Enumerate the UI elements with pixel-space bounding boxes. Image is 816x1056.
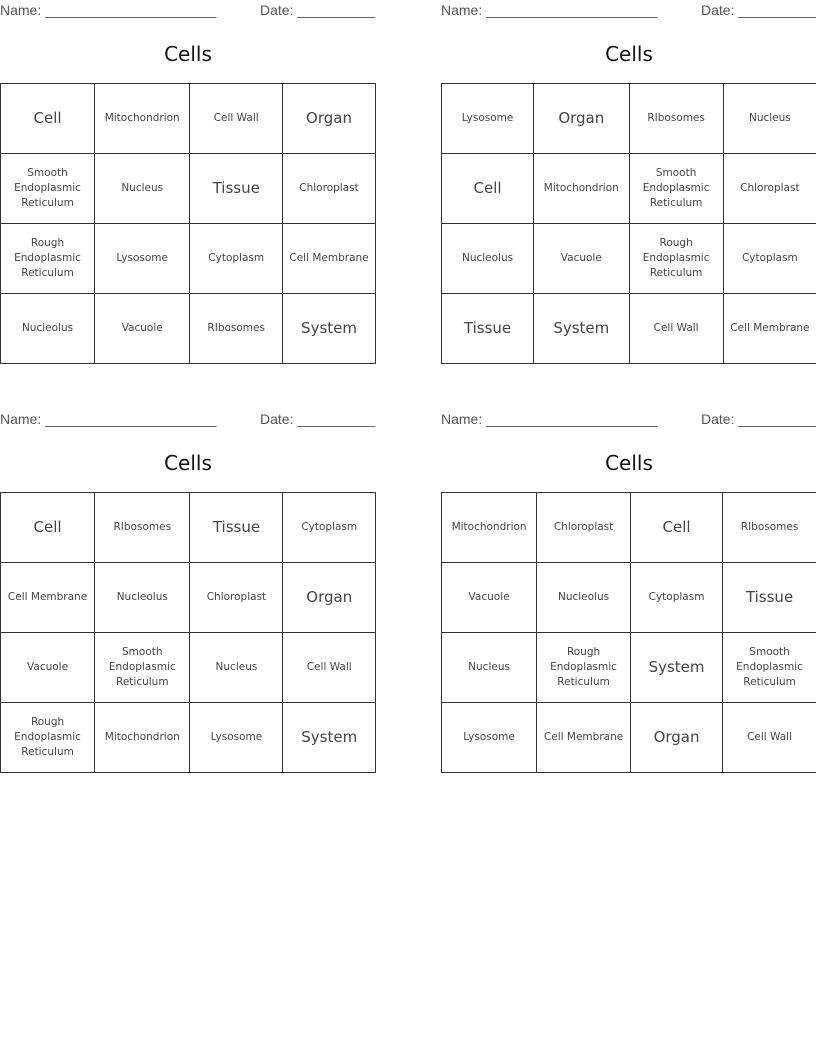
grid-cell[interactable]: Chloroplast [283,154,376,224]
grid-cell[interactable]: Cell [1,493,95,563]
grid-cell[interactable]: Tissue [190,493,283,563]
name-field[interactable]: Name: ______________________ [0,2,217,18]
grid-cell[interactable]: Rough Endoplasmic Reticulum [1,224,95,294]
grid-cell[interactable]: RIbosomes [95,493,190,563]
grid-cell[interactable]: Smooth Endoplasmic Reticulum [629,154,723,224]
grid-row [442,294,816,364]
grid-cell[interactable]: Tissue [442,294,534,364]
grid-cell[interactable]: Lysosome [442,84,534,154]
grid-row [1,493,376,563]
card-title: Cells [164,451,212,475]
grid-cell[interactable]: Cytoplasm [723,224,816,294]
card-header [441,2,816,20]
bingo-grid [0,83,376,364]
card-header [0,2,376,20]
grid-cell[interactable]: RIbosomes [190,294,283,364]
grid-row [1,633,376,703]
grid-row [1,294,376,364]
grid-cell[interactable]: Vacuole [534,224,629,294]
grid-cell[interactable]: Rough Endoplasmic Reticulum [1,703,95,773]
date-field[interactable]: Date: __________ [701,2,816,18]
grid-cell[interactable]: Organ [534,84,629,154]
date-field[interactable]: Date: __________ [701,411,816,427]
grid-cell[interactable]: Nucleus [95,154,190,224]
card-header [0,411,376,429]
grid-row [442,563,816,633]
grid-cell[interactable]: RIbosomes [723,493,816,563]
card-title: Cells [605,42,653,66]
bingo-card-2 [441,0,816,380]
grid-cell[interactable]: Lysosome [442,703,537,773]
grid-cell[interactable]: Rough Endoplasmic Reticulum [537,633,631,703]
grid-row [1,703,376,773]
grid-row [442,633,816,703]
grid-row [1,154,376,224]
grid-cell[interactable]: Mitochondrion [442,493,537,563]
grid-cell[interactable]: Cell [442,154,534,224]
grid-cell[interactable]: Nucleolus [442,224,534,294]
grid-row [1,224,376,294]
grid-cell[interactable]: Cytoplasm [190,224,283,294]
bingo-card-1 [0,0,376,380]
grid-cell[interactable]: Vacuole [442,563,537,633]
card-title: Cells [164,42,212,66]
grid-cell[interactable]: Cell Membrane [537,703,631,773]
bingo-card-3 [0,409,376,789]
grid-row [442,493,816,563]
grid-cell[interactable]: Organ [283,563,376,633]
grid-cell[interactable]: Nucleolus [1,294,95,364]
bingo-grid [0,492,376,773]
grid-row [1,563,376,633]
grid-row [442,224,816,294]
grid-cell[interactable]: Cell Membrane [1,563,95,633]
grid-cell[interactable]: Chloroplast [723,154,816,224]
grid-cell[interactable]: Vacuole [95,294,190,364]
grid-cell[interactable]: Nucleolus [95,563,190,633]
card-title: Cells [605,451,653,475]
grid-cell[interactable]: Organ [283,84,376,154]
grid-cell[interactable]: Nucleolus [537,563,631,633]
grid-cell[interactable]: Smooth Endoplasmic Reticulum [95,633,190,703]
date-field[interactable]: Date: __________ [260,411,376,427]
grid-cell[interactable]: Cell Membrane [283,224,376,294]
grid-cell[interactable]: Vacuole [1,633,95,703]
grid-cell[interactable]: Lysosome [95,224,190,294]
bingo-grid [441,83,816,364]
grid-cell[interactable]: Cytoplasm [630,563,722,633]
grid-cell[interactable]: Nucleus [442,633,537,703]
grid-cell[interactable]: Smooth Endoplasmic Reticulum [723,633,816,703]
grid-cell[interactable]: Rough Endoplasmic Reticulum [629,224,723,294]
grid-cell[interactable]: Organ [630,703,722,773]
grid-cell[interactable]: Lysosome [190,703,283,773]
bingo-card-4 [441,409,816,789]
grid-row [442,703,816,773]
grid-cell[interactable]: Tissue [190,154,283,224]
grid-row [442,84,816,154]
grid-cell[interactable]: Chloroplast [537,493,631,563]
grid-row [442,154,816,224]
grid-cell[interactable]: Mitochondrion [95,703,190,773]
grid-cell[interactable]: Nucleus [190,633,283,703]
grid-cell[interactable]: RIbosomes [629,84,723,154]
grid-cell[interactable]: Mitochondrion [534,154,629,224]
grid-cell[interactable]: Cytoplasm [283,493,376,563]
grid-cell[interactable]: System [283,294,376,364]
grid-cell[interactable]: Smooth Endoplasmic Reticulum [1,154,95,224]
grid-cell[interactable]: Mitochondrion [95,84,190,154]
grid-cell[interactable]: Cell Wall [629,294,723,364]
name-field[interactable]: Name: ______________________ [441,411,658,427]
card-header [441,411,816,429]
grid-cell[interactable]: System [283,703,376,773]
bingo-grid [441,492,816,773]
grid-cell[interactable]: Cell Wall [190,84,283,154]
name-field[interactable]: Name: ______________________ [0,411,217,427]
grid-cell[interactable]: Cell Membrane [723,294,816,364]
grid-cell[interactable]: Cell Wall [283,633,376,703]
grid-cell[interactable]: System [630,633,722,703]
grid-cell[interactable]: Nucleus [723,84,816,154]
grid-cell[interactable]: Tissue [723,563,816,633]
grid-row [1,84,376,154]
grid-cell[interactable]: Cell [1,84,95,154]
grid-cell[interactable]: Chloroplast [190,563,283,633]
grid-cell[interactable]: Cell Wall [723,703,816,773]
name-field[interactable]: Name: ______________________ [441,2,658,18]
grid-cell[interactable]: System [534,294,629,364]
date-field[interactable]: Date: __________ [260,2,376,18]
grid-cell[interactable]: Cell [630,493,722,563]
